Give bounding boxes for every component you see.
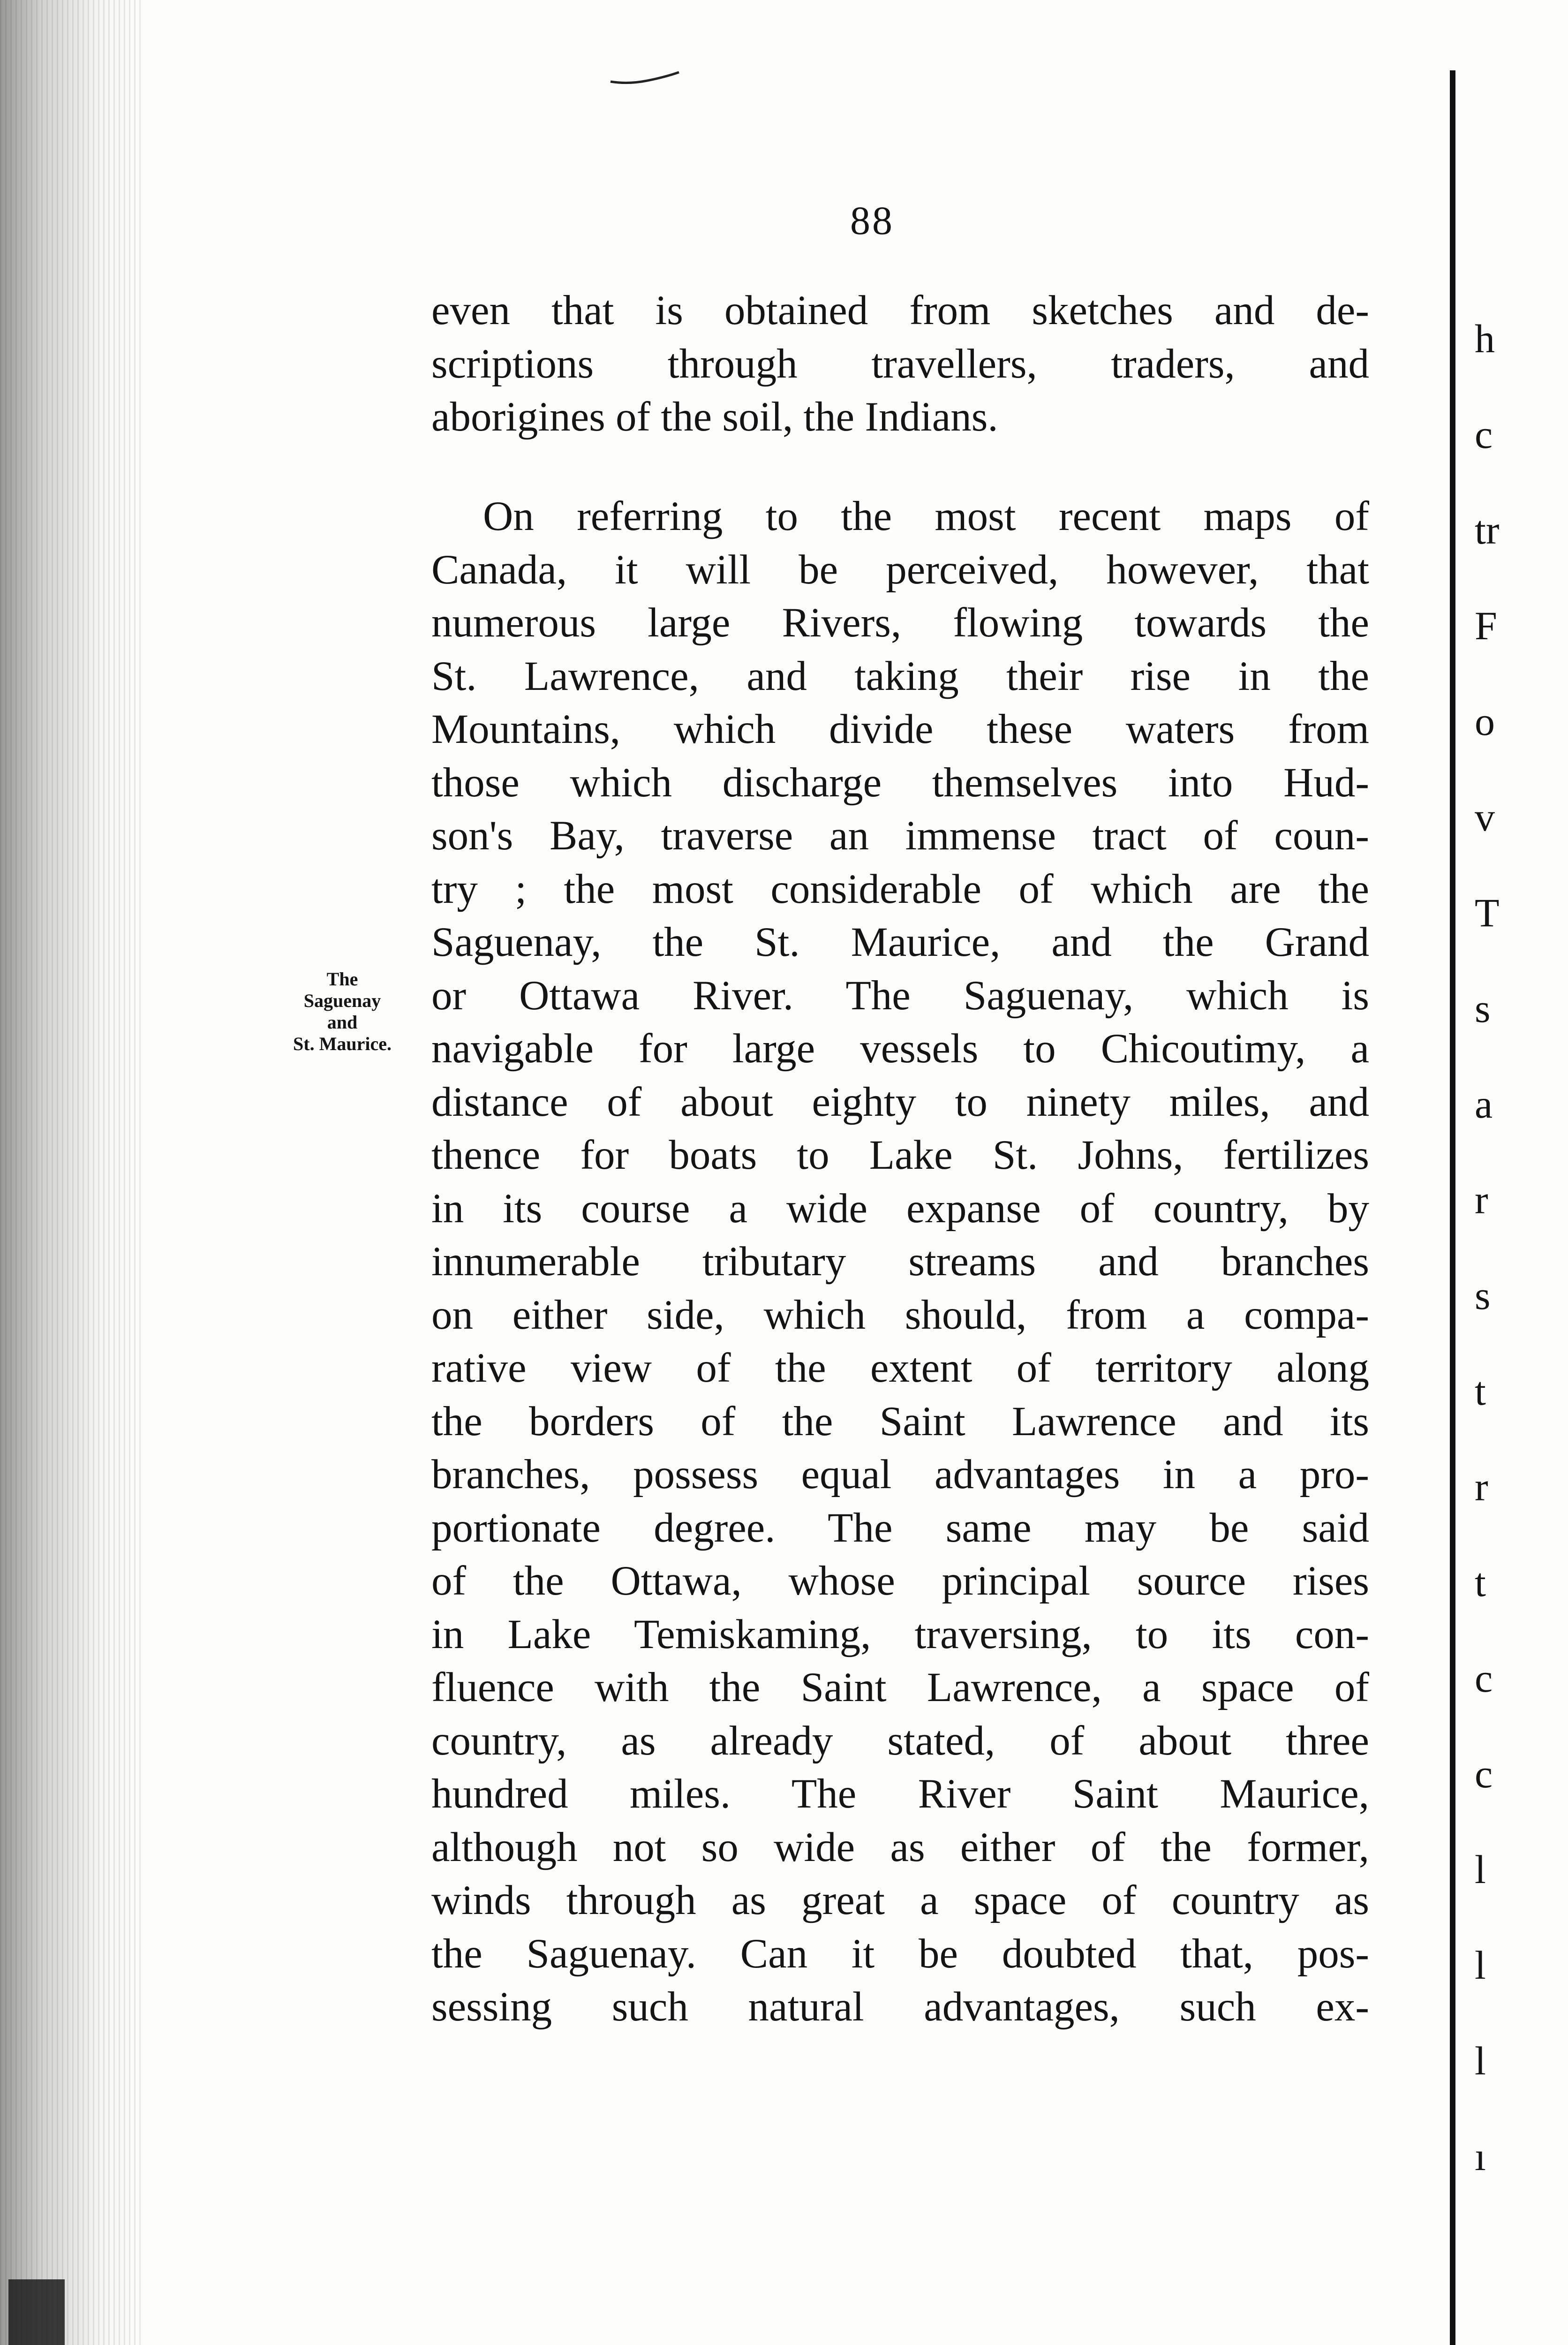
fragment: r — [1475, 1464, 1488, 1509]
text-line: innumerable tributary streams and branches — [431, 1239, 1369, 1285]
paragraph-rivers — [431, 490, 1369, 2034]
text-line: numerous large Rivers, flowing towards the — [431, 600, 1369, 646]
fragment: v — [1475, 794, 1495, 840]
fragment: r — [1475, 1177, 1488, 1222]
text-line: those which discharge themselves into Hud- — [431, 759, 1369, 806]
fragment: c — [1475, 1656, 1493, 1701]
spine-rule — [1450, 70, 1455, 2345]
text-line: in Lake Temiskaming, traversing, to its con- — [431, 1611, 1369, 1657]
text-line: navigable for large vessels to Chicoutimy, a — [431, 1026, 1369, 1072]
paragraph-continuation — [431, 284, 1369, 444]
text-line: Mountains, which divide these waters from — [431, 706, 1369, 752]
fragment: s — [1475, 1273, 1491, 1318]
text-line: or Ottawa River. The Saguenay, which is — [431, 972, 1369, 1019]
fragment: ı — [1475, 2134, 1486, 2179]
fragment: t — [1475, 1560, 1486, 1605]
page-number: 88 — [850, 198, 894, 243]
fragment: tr — [1475, 507, 1500, 552]
text-line: although not so wide as either of the former, — [431, 1824, 1369, 1870]
text-line: St. Lawrence, and taking their rise in the — [431, 653, 1369, 699]
fragment: F — [1475, 603, 1497, 648]
gutter-shadow — [0, 0, 141, 2345]
margin-note — [281, 968, 403, 1055]
text-line: distance of about eighty to ninety miles, and — [431, 1079, 1369, 1125]
text-line: aborigines of the soil, the Indians. — [431, 394, 998, 440]
facing-page-fragments — [1475, 291, 1540, 2204]
text-line: branches, possess equal advantages in a pro- — [431, 1452, 1369, 1498]
text-line: thence for boats to Lake St. Johns, fertilizes — [431, 1132, 1369, 1178]
text-line: fluence with the Saint Lawrence, a space of — [431, 1664, 1369, 1710]
text-line: on either side, which should, from a compa- — [431, 1292, 1369, 1338]
pen-stroke-mark — [610, 70, 680, 84]
fragment: t — [1475, 1369, 1486, 1414]
text-line: country, as already stated, of about three — [431, 1717, 1369, 1764]
fragment: l — [1475, 2038, 1486, 2083]
margin-note-line: and — [327, 1012, 358, 1033]
fragment: s — [1475, 986, 1491, 1031]
text-line: hundred miles. The River Saint Maurice, — [431, 1771, 1369, 1817]
margin-note-line: Saguenay — [303, 990, 381, 1011]
fragment: c — [1475, 1751, 1493, 1796]
text-line: On referring to the most recent maps of — [483, 493, 1369, 539]
text-line: sessing such natural advantages, such ex- — [431, 1984, 1369, 2030]
fragment: a — [1475, 1082, 1493, 1127]
text-line: Saguenay, the St. Maurice, and the Grand — [431, 919, 1369, 965]
fragment: l — [1475, 1847, 1486, 1892]
margin-note-line: The — [326, 968, 358, 990]
fragment: T — [1475, 890, 1500, 935]
fragment: o — [1475, 699, 1495, 744]
fragment: h — [1475, 316, 1495, 361]
text-line: in its course a wide expanse of country, by — [431, 1185, 1369, 1232]
text-line: try ; the most considerable of which are the — [431, 866, 1369, 912]
text-line: scriptions through travellers, traders, and — [431, 340, 1369, 387]
text-line: rative view of the extent of territory along — [431, 1345, 1369, 1391]
text-line: portionate degree. The same may be said — [431, 1505, 1369, 1551]
gutter-ink-block — [8, 2279, 65, 2345]
text-line: Canada, it will be perceived, however, that — [431, 546, 1369, 593]
text-line: even that is obtained from sketches and de- — [431, 287, 1369, 333]
fragment: l — [1475, 1943, 1486, 1988]
text-line: the borders of the Saint Lawrence and its — [431, 1398, 1369, 1445]
margin-note-line: St. Maurice. — [293, 1033, 392, 1054]
text-line: winds through as great a space of country as — [431, 1877, 1369, 1923]
fragment: c — [1475, 412, 1493, 457]
text-line: of the Ottawa, whose principal source rises — [431, 1558, 1369, 1604]
text-line: the Saguenay. Can it be doubted that, pos- — [431, 1930, 1369, 1977]
text-line: son's Bay, traverse an immense tract of coun- — [431, 813, 1369, 859]
